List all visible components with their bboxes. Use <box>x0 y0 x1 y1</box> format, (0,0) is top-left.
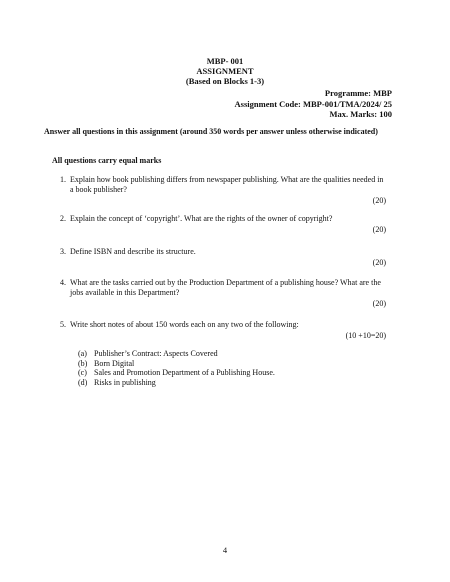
question-number: 3. <box>60 247 66 256</box>
question-5 <box>60 320 384 330</box>
question-3-marks: (20) <box>372 258 386 267</box>
course-code: MBP- 001 <box>206 56 244 66</box>
question-number: 5. <box>60 320 66 329</box>
instructions-text: Answer all questions in this assignment (around 350 words per answer unless otherwise indicated) <box>44 127 378 136</box>
list-item <box>78 368 275 378</box>
list-item-text: Publisher’s Contract: Aspects Covered <box>94 349 218 358</box>
question-number: 2. <box>60 214 66 223</box>
question-4-marks: (20) <box>372 299 386 308</box>
list-item-text: Born Digital <box>94 358 135 368</box>
question-2-marks: (20) <box>372 225 386 234</box>
question-3 <box>60 247 384 257</box>
question-1 <box>60 175 384 195</box>
list-item-label: (b) <box>78 358 88 368</box>
equal-marks-note: All questions carry equal marks <box>52 156 162 165</box>
question-2 <box>60 214 384 224</box>
assignment-subtitle: (Based on Blocks 1-3) <box>185 76 265 86</box>
list-item-text: Risks in publishing <box>94 377 156 387</box>
question-text: Define ISBN and describe its structure. <box>70 247 196 256</box>
list-item <box>78 359 275 369</box>
list-item <box>78 378 275 388</box>
list-item <box>78 349 275 359</box>
assignment-code-label: Assignment Code: MBP-001/TMA/2024/ 25 <box>234 98 392 109</box>
assignment-meta <box>235 88 392 120</box>
list-item-label: (a) <box>78 349 87 358</box>
question-1-marks: (20) <box>372 196 386 205</box>
max-marks-label: Max. Marks: 100 <box>329 109 392 119</box>
question-text: Write short notes of about 150 words each on any two of the following: <box>70 320 299 329</box>
document-header <box>0 56 450 86</box>
list-item-label: (d) <box>78 377 88 387</box>
assignment-title: ASSIGNMENT <box>196 66 254 76</box>
question-text: Explain the concept of ‘copyright’. What are the rights of the owner of copyright? <box>70 214 333 223</box>
programme-label: Programme: MBP <box>324 88 392 98</box>
question-text: Explain how book publishing differs from newspaper publishing. What are the qualities needed in a book publisher? <box>70 175 384 194</box>
list-item-label: (c) <box>78 368 87 377</box>
question-text: What are the tasks carried out by the Production Department of a publishing house? What are the jobs available in this Department? <box>70 278 381 297</box>
question-number: 4. <box>60 278 66 287</box>
question-5-marks: (10 +10=20) <box>345 331 386 340</box>
list-item-text: Sales and Promotion Department of a Publishing House. <box>94 368 275 377</box>
page-number: 4 <box>222 545 228 555</box>
question-number: 1. <box>60 175 66 184</box>
question-5-options <box>78 349 275 387</box>
question-4 <box>60 278 384 298</box>
